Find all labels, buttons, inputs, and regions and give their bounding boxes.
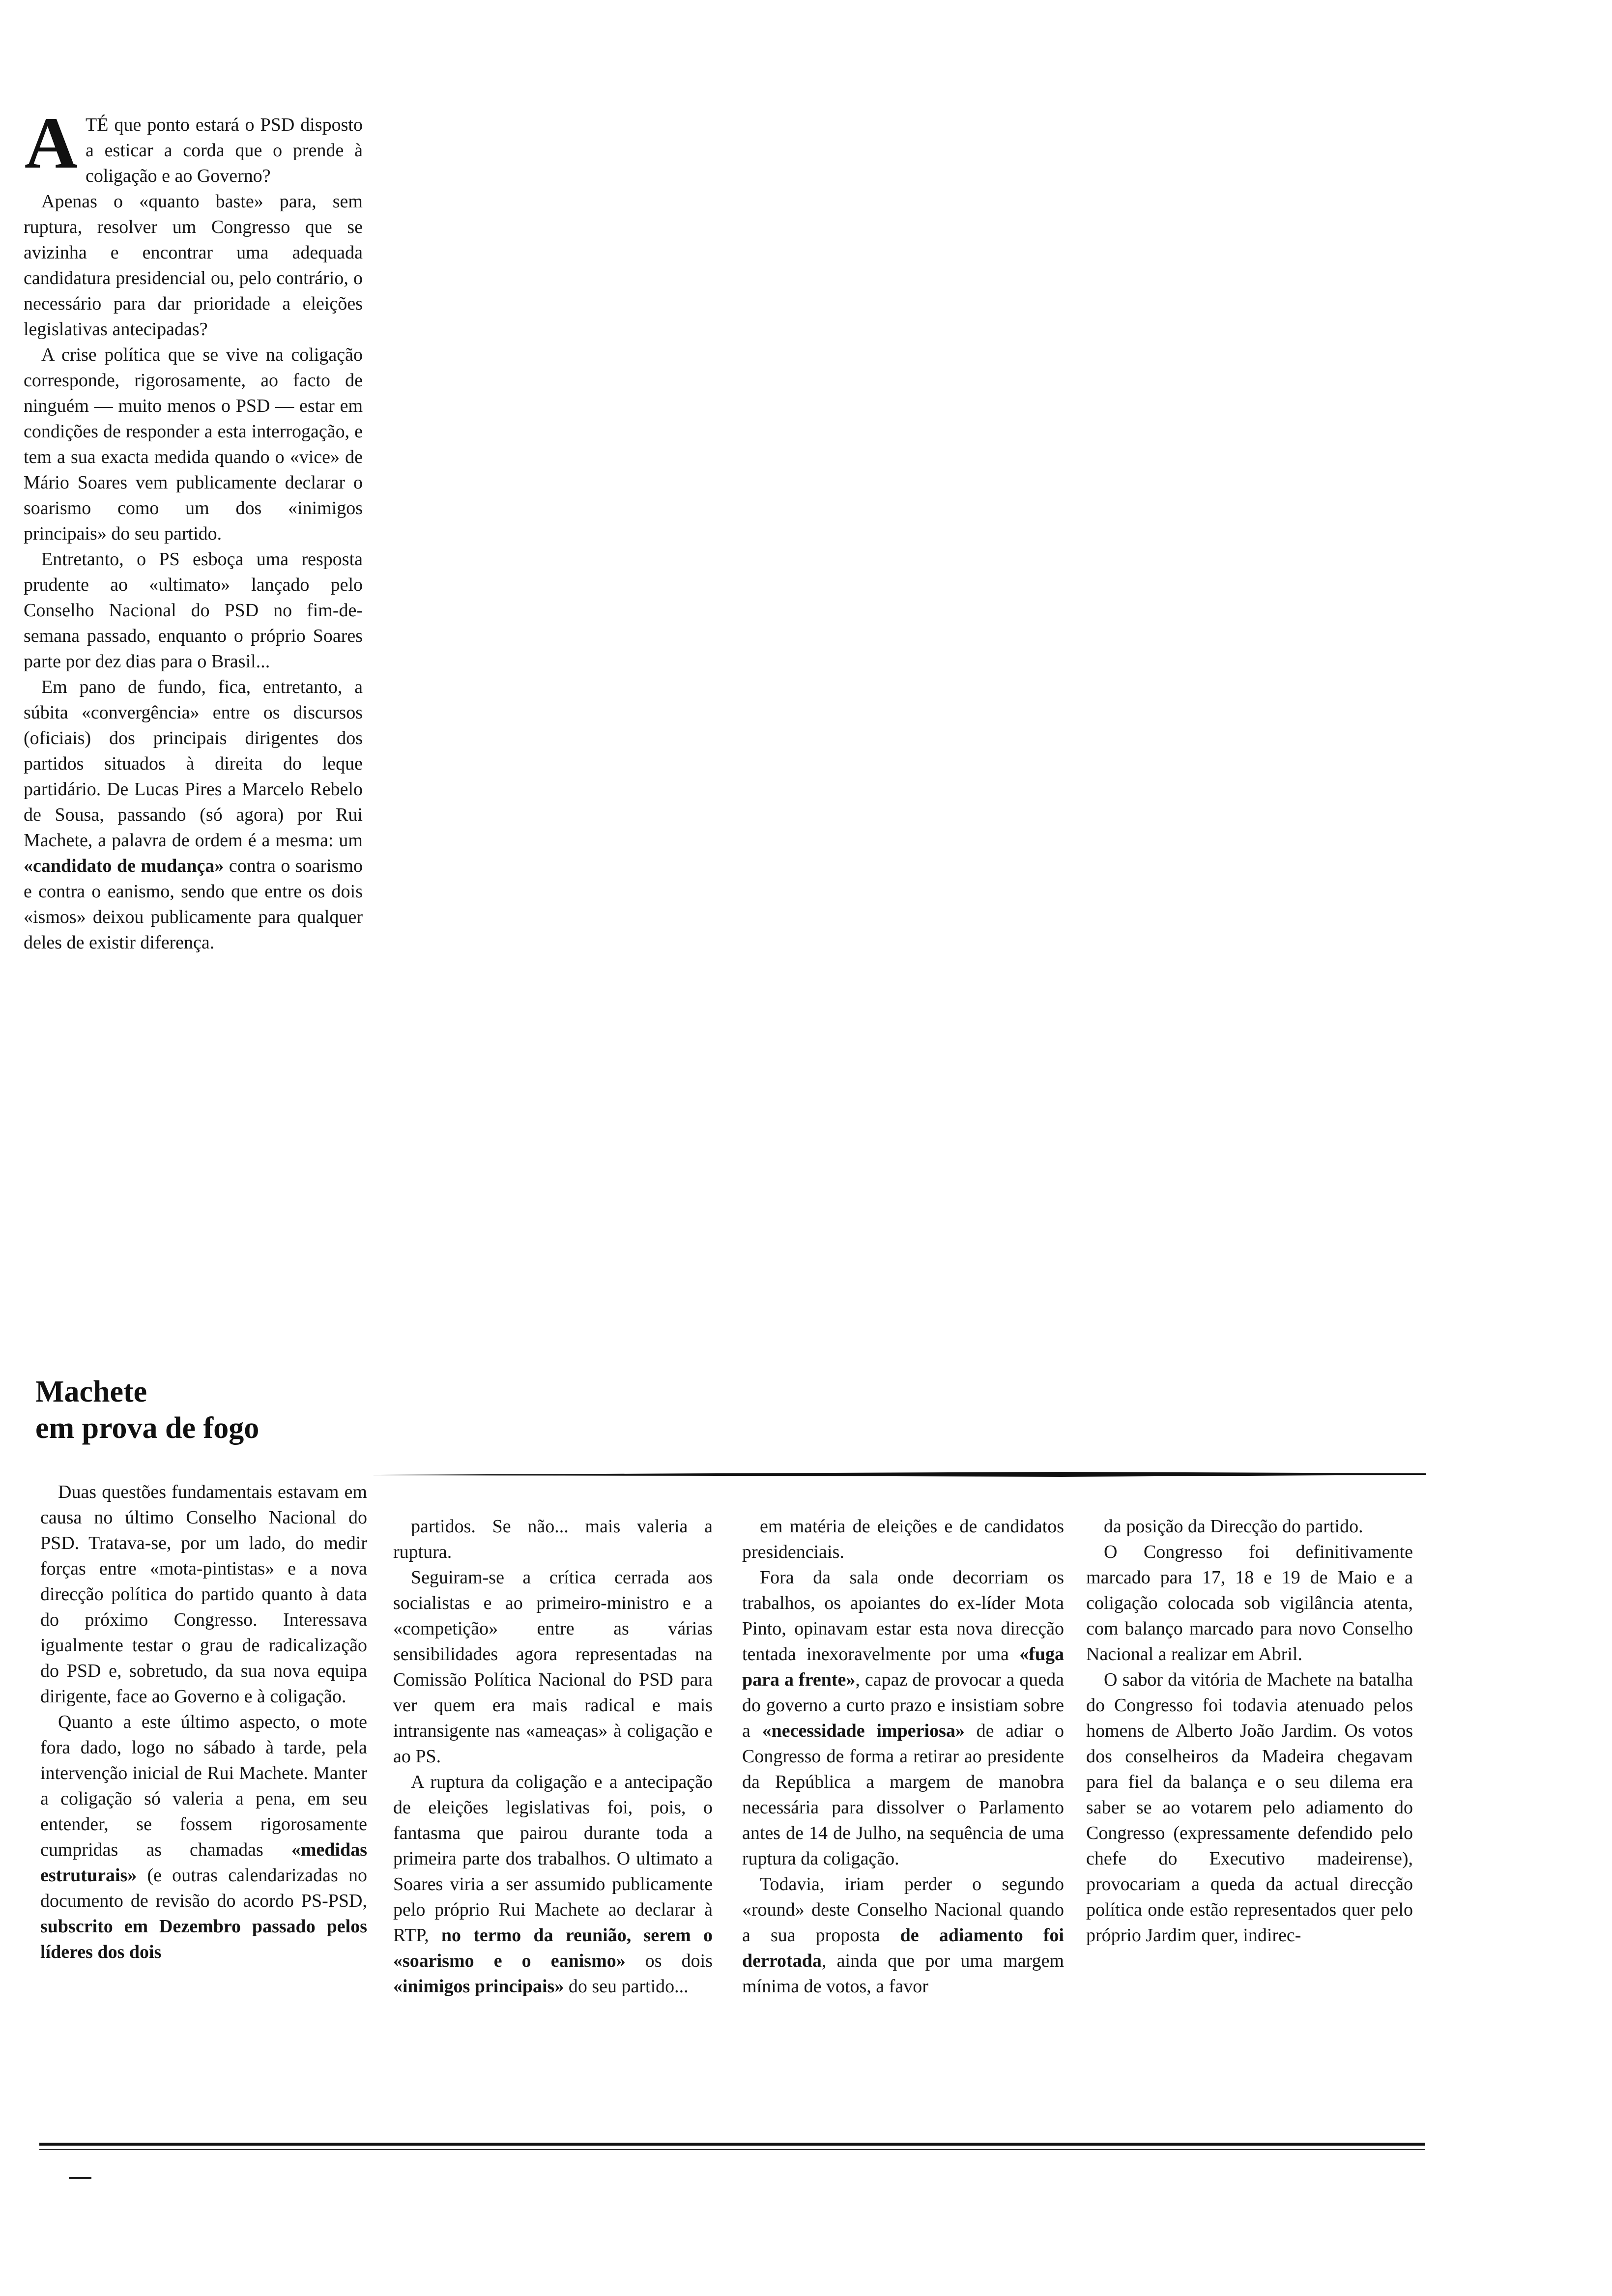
top-rule-shape [374,1472,1426,1477]
bold-phrase: «medidas estruturais» [40,1839,367,1886]
article-paragraph: Seguiram-se a crítica cerrada aos socialistas e ao primeiro-ministro e a «competição» entre as várias sensibilidades agora representadas na Comissão Política Nacional do PSD para ver quem era mais radical e mais intransigente nas «ameaças» à coligação e ao PS. [393,1567,713,1767]
bottom-rule-thin [39,2149,1425,2150]
article-paragraph: partidos. Se não... mais valeria a ruptura. [393,1516,713,1562]
article-text: Fora da sala onde decorriam os trabalhos, os apoiantes do ex-líder Mota Pinto, opinavam estar esta nova direcção tentada inexoravelmente por uma [742,1567,1064,1665]
corner-mark [69,2177,91,2179]
intro-lead-text: TÉ que ponto estará o PSD disposto a esticar a corda que o prende à coligação e ao Governo? [86,115,363,186]
intro-paragraph [24,674,363,955]
article-text: A ruptura da coligação e a antecipação de eleições legislativas foi, pois, o fantasma que pairou durante toda a primeira parte dos trabalhos. O ultimato a Soares viria a ser assumido publicamente pelo próprio Rui Machete ao declarar à RTP, [393,1772,713,1946]
article-text: (e outras calendarizadas no documento de revisão do acordo PS-PSD, [40,1865,367,1911]
article-paragraph [742,1565,1064,1871]
bold-phrase: no termo da reunião, serem o «soarismo e o eanismo» [393,1925,713,1971]
heading-line: em prova de fogo [35,1411,259,1445]
intro-paragraph: Entretanto, o PS esboça uma resposta prudente ao «ultimato» lançado pelo Conselho Nacional do PSD no fim-de-semana passado, enquanto o próprio Soares parte por dez dias para o Brasil... [24,549,363,672]
article-paragraph: Duas questões fundamentais estavam em causa no último Conselho Nacional do PSD. Tratava-se, por um lado, do medir forças entre «mota-pintistas» e a nova direcção política do partido quanto à data do próximo Congresso. Interessava igualmente testar o grau de radicalização do PSD e, sobretudo, da sua nova equipa dirigente, face ao Governo e à coligação. [40,1482,367,1707]
article-column-3 [742,1514,1064,1999]
article-paragraph [393,1769,713,1999]
bold-phrase: «necessidade imperiosa» [762,1721,965,1741]
intro-paragraph: A crise política que se vive na coligação corresponde, rigorosamente, ao facto de ninguém — muito menos o PSD — estar em condições de responder a esta interrogação, e tem a sua exacta medida quando o «vice» de Mário Soares vem publicamente declarar o soarismo como um dos «inimigos principais» do seu partido. [24,344,363,544]
article-text: os dois [645,1951,713,1971]
article-paragraph [742,1871,1064,1999]
heading-line: Machete [35,1375,147,1408]
article-text: de adiar o Congresso de forma a retirar ao presidente da República a margem de manobra necessária para dissolver o Parlamento antes de 14 de Julho, na sequência de uma ruptura da coligação. [742,1721,1065,1869]
bold-phrase: «candidato de mudança» [24,856,224,876]
article-text: , capaz de provocar a queda do governo a curto prazo e insistiam sobre a [742,1669,1064,1741]
intro-text: contra o soarismo e contra o eanismo, sendo que entre os dois «ismos» deixou publicamente para qualquer deles de existir diferença. [24,856,363,953]
article-paragraph: em matéria de eleições e de candidatos presidenciais. [742,1516,1064,1562]
intro-text: Em pano de fundo, fica, entretanto, a súbita «convergência» entre os discursos (oficiais) dos principais dirigentes dos partidos situados à direita do leque partidário. De Lucas Pires a Marcelo Rebelo de Sousa, passando (só agora) por Rui Machete, a palavra de ordem é a mesma: um [24,677,363,851]
article-column-2 [393,1514,713,1999]
intro-lead-paragraph [24,102,363,189]
bottom-rule [39,2143,1425,2146]
article-text: Quanto a este último aspecto, o mote fora dado, logo no sábado à tarde, pela intervenção inicial de Rui Machete. Manter a coligação só valeria a pena, em seu entender, se fossem rigorosamente cumpridas as chamadas [40,1712,367,1860]
bold-phrase: de adiamento foi derrotada [742,1925,1064,1971]
article-text: , ainda que por uma margem mínima de votos, a favor [742,1951,1064,1997]
article-text: do seu partido... [568,1976,689,1997]
article-column-1 [40,1479,367,1965]
drop-cap: A [24,102,78,184]
bold-phrase: subscrito em Dezembro passado pelos líderes dos dois [40,1916,367,1962]
article-paragraph: O Congresso foi definitivamente marcado para 17, 18 e 19 de Maio e a coligação colocada sob vigilância atenta, com balanço marcado para novo Conselho Nacional a realizar em Abril. [1086,1542,1413,1665]
article-paragraph [40,1709,367,1965]
section-heading [35,1374,379,1446]
bold-phrase: «fuga para a frente» [742,1644,1064,1690]
article-paragraph: O sabor da vitória de Machete na batalha do Congresso foi todavia atenuado pelos homens de Alberto João Jardim. Os votos dos conselheiros da Madeira chegavam para fiel da balança e o seu dilema era saber se ao votarem pelo adiamento do Congresso (expressamente defendido pelo chefe do Executivo madeirense), provocariam a queda da actual direcção política onde estão representados quer pelo próprio Jardim quer, indirec- [1086,1669,1413,1946]
intro-column [24,102,363,955]
top-rule [374,1472,1426,1477]
article-paragraph: da posição da Direcção do partido. [1104,1516,1363,1537]
intro-paragraph: Apenas o «quanto baste» para, sem ruptura, resolver um Congresso que se avizinha e encontrar uma adequada candidatura presidencial ou, pelo contrário, o necessário para dar prioridade a eleições legislativas antecipadas? [24,191,363,340]
article-text: Todavia, iriam perder o segundo «round» deste Conselho Nacional quando a sua proposta [742,1874,1064,1946]
bold-phrase: «inimigos principais» [393,1976,564,1997]
article-column-4 [1086,1514,1413,1948]
